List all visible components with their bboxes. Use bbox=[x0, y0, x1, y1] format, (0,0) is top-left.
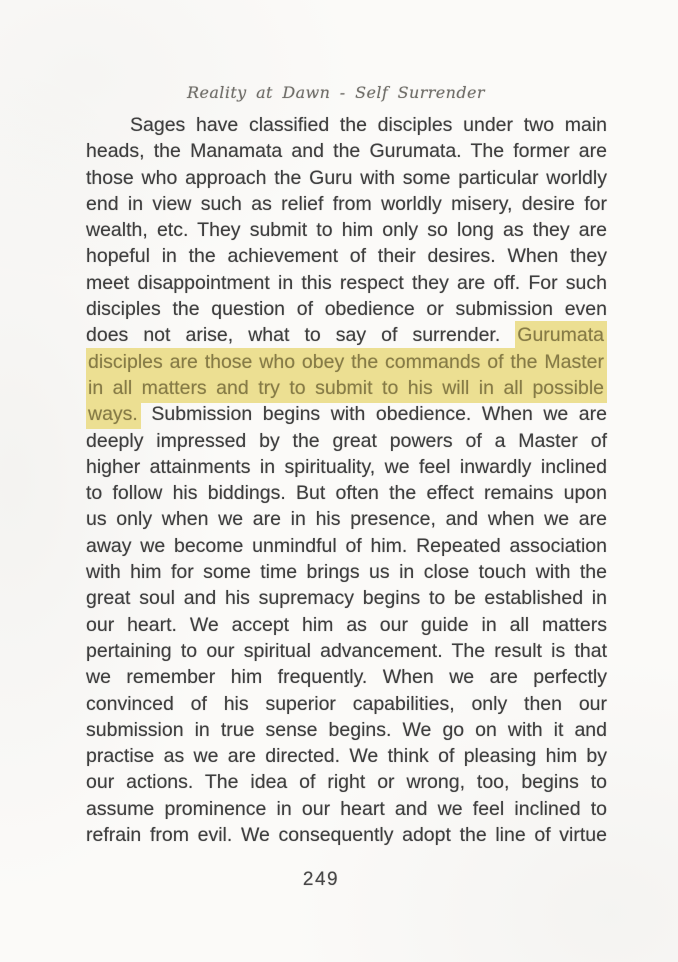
text-line bbox=[86, 822, 607, 848]
text-segment: higher attainments in spirituality, we feel inwardly inclined bbox=[86, 455, 607, 478]
text-segment: Sages have classified the disciples under two main bbox=[130, 114, 607, 136]
page-text bbox=[86, 112, 607, 848]
text-segment: practise as we are directed. We think of pleasing him by bbox=[86, 745, 607, 768]
text-line bbox=[86, 533, 607, 559]
highlighted-text: ways. bbox=[86, 400, 141, 429]
text-segment: deeply impressed by the great powers of a Master of bbox=[86, 429, 607, 452]
text-line bbox=[86, 191, 607, 217]
text-segment: our heart. We accept him as our guide in all matters bbox=[86, 613, 607, 636]
text-segment: refrain from evil. We consequently adopt the line of virtue bbox=[86, 824, 607, 847]
text-line bbox=[86, 138, 607, 164]
text-line bbox=[86, 165, 607, 191]
text-line bbox=[86, 349, 607, 375]
text-segment: disciples the question of obedience or submission even bbox=[86, 298, 607, 321]
text-line bbox=[86, 322, 607, 348]
text-segment: pertaining to our spiritual advancement. The result is that bbox=[86, 639, 607, 662]
text-line bbox=[86, 612, 607, 638]
text-segment: submission in true sense begins. We go on with it and bbox=[86, 718, 607, 741]
text-line bbox=[86, 506, 607, 532]
text-segment: Submission begins with obedience. When we are bbox=[140, 403, 607, 426]
text-line bbox=[86, 769, 607, 795]
text-segment: our actions. The idea of right or wrong, too, begins to bbox=[86, 771, 607, 794]
text-line bbox=[86, 375, 607, 401]
text-segment: with him for some time brings us in close touch with the bbox=[86, 561, 607, 584]
page-number: 249 bbox=[302, 869, 340, 890]
text-line bbox=[86, 559, 607, 585]
text-line bbox=[86, 112, 607, 138]
text-segment: meet disappointment in this respect they are off. For such bbox=[86, 271, 607, 294]
text-line bbox=[86, 480, 607, 506]
text-segment: does not arise, what to say of surrender. bbox=[86, 324, 516, 347]
text-line bbox=[86, 796, 607, 822]
highlighted-text: disciples are those who obey the commands of the Master bbox=[86, 348, 607, 377]
text-segment: assume prominence in our heart and we feel inclined to bbox=[86, 797, 607, 820]
text-segment: those who approach the Guru with some particular worldly bbox=[86, 166, 607, 189]
text-segment: hopeful in the achievement of their desires. When they bbox=[86, 245, 607, 268]
text-segment: end in view such as relief from worldly misery, desire for bbox=[86, 192, 607, 215]
running-header: Reality at Dawn - Self Surrender bbox=[187, 83, 485, 102]
text-line bbox=[86, 296, 607, 322]
text-segment: away we become unmindful of him. Repeated association bbox=[86, 534, 607, 557]
text-line bbox=[86, 585, 607, 611]
text-line bbox=[86, 401, 607, 427]
text-segment: us only when we are in his presence, and when we are bbox=[86, 508, 607, 531]
text-line bbox=[86, 217, 607, 243]
text-line bbox=[86, 664, 607, 690]
text-segment: wealth, etc. They submit to him only so long as they are bbox=[86, 219, 607, 242]
text-segment: heads, the Manamata and the Gurumata. The former are bbox=[86, 140, 607, 163]
text-segment: convinced of his superior capabilities, only then our bbox=[86, 692, 607, 715]
text-line bbox=[86, 243, 607, 269]
text-segment: great soul and his supremacy begins to be established in bbox=[86, 587, 607, 610]
text-line bbox=[86, 270, 607, 296]
text-line bbox=[86, 638, 607, 664]
text-segment: we remember him frequently. When we are perfectly bbox=[86, 666, 607, 689]
text-line bbox=[86, 743, 607, 769]
text-line bbox=[86, 454, 607, 480]
text-line bbox=[86, 428, 607, 454]
text-segment: to follow his biddings. But often the effect remains upon bbox=[86, 482, 607, 505]
highlighted-text: Gurumata bbox=[515, 321, 607, 350]
highlighted-text: in all matters and try to submit to his will in all possible bbox=[86, 374, 607, 403]
text-line bbox=[86, 717, 607, 743]
text-line bbox=[86, 691, 607, 717]
